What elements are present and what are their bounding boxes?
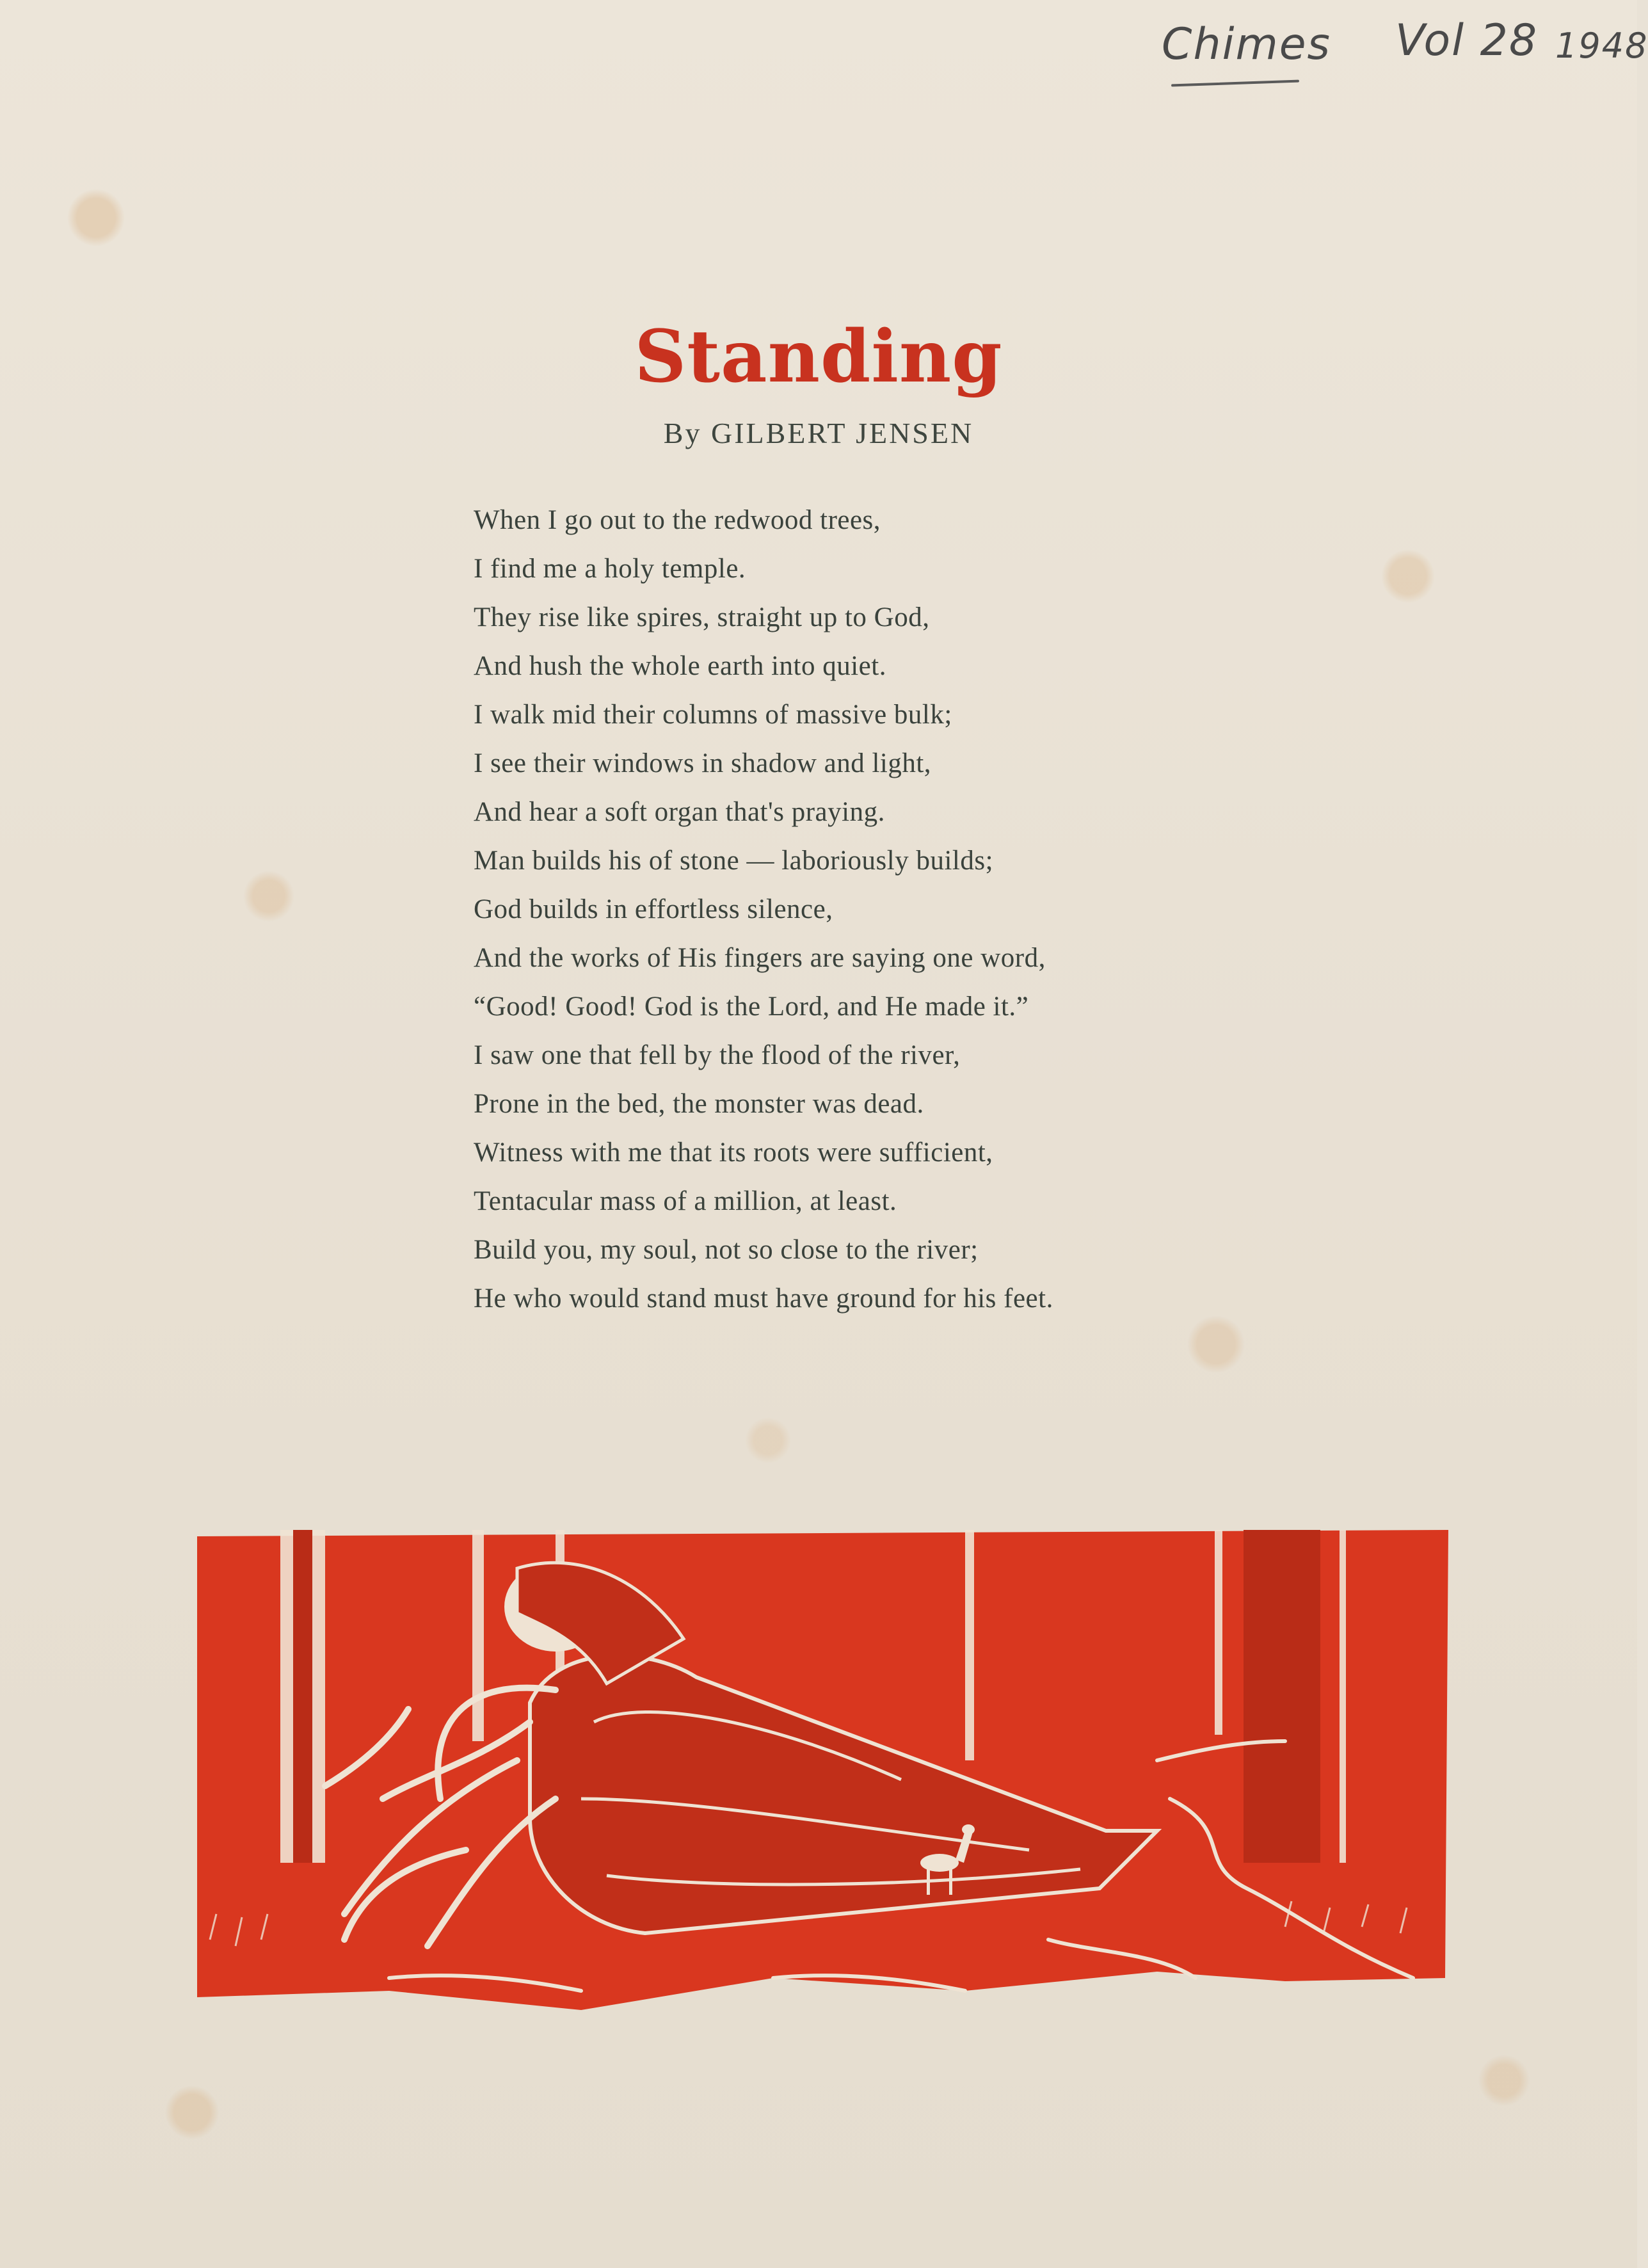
poem-line: God builds in effortless silence,: [474, 894, 833, 924]
poem-line: I saw one that fell by the flood of the river,: [474, 1040, 961, 1070]
fallen-redwood-woodcut: [197, 1530, 1448, 2036]
handwritten-publication: Chimes: [1162, 19, 1331, 70]
poem-title: Standing: [634, 315, 1003, 399]
poem-line: When I go out to the redwood trees,: [474, 505, 881, 535]
handwritten-year: 1948: [1555, 26, 1648, 66]
poem-line: I find me a holy temple.: [474, 554, 746, 584]
poem-line: Prone in the bed, the monster was dead.: [474, 1089, 924, 1119]
poem-line: They rise like spires, straight up to God,: [474, 602, 930, 632]
handwritten-volume: Vol 28: [1395, 15, 1539, 66]
poem-line: And hush the whole earth into quiet.: [474, 651, 886, 681]
poem-byline: By GILBERT JENSEN: [663, 417, 974, 449]
poem-line: And the works of His fingers are saying one word,: [474, 943, 1046, 973]
poem-line: I see their windows in shadow and light,: [474, 748, 932, 778]
poem-line: I walk mid their columns of massive bulk;: [474, 700, 952, 730]
poem-line: Witness with me that its roots were sufficient,: [474, 1138, 993, 1168]
poem-line: Man builds his of stone — laboriously builds;: [474, 846, 994, 876]
poem-line: Tentacular mass of a million, at least.: [474, 1186, 897, 1216]
poem-body: [474, 496, 1434, 1323]
handwritten-underline: [1171, 80, 1299, 87]
poem-line: “Good! Good! God is the Lord, and He made it.”: [474, 992, 1029, 1022]
poem-line: And hear a soft organ that's praying.: [474, 797, 885, 827]
poem-line: Build you, my soul, not so close to the river;: [474, 1235, 979, 1265]
poem-line: He who would stand must have ground for his feet.: [474, 1283, 1053, 1314]
